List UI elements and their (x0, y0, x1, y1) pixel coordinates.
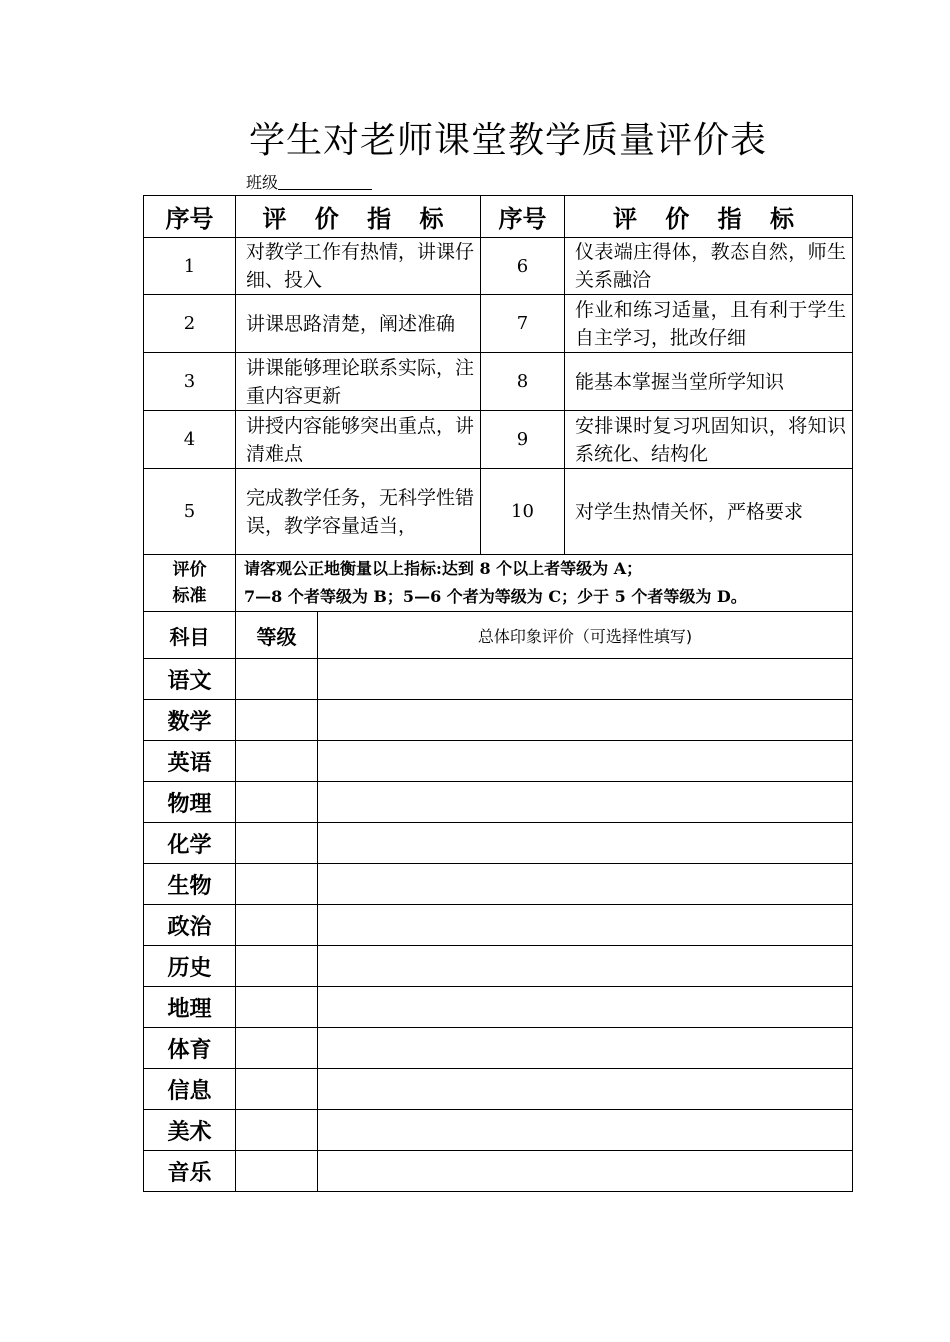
subject-row (144, 1069, 853, 1110)
seq-number: 7 (481, 295, 565, 353)
class-field (246, 170, 372, 193)
seq-number: 6 (481, 238, 565, 295)
seq-number: 4 (144, 411, 236, 469)
grade-cell[interactable] (236, 1028, 318, 1069)
subject-row (144, 1151, 853, 1192)
seq-number: 2 (144, 295, 236, 353)
grade-cell[interactable] (236, 659, 318, 700)
subject-name: 政治 (144, 905, 236, 946)
subject-row (144, 659, 853, 700)
subject-row (144, 741, 853, 782)
class-blank[interactable] (278, 173, 372, 190)
criteria-row (144, 555, 853, 612)
subject-row (144, 823, 853, 864)
seq-number: 1 (144, 238, 236, 295)
subject-name: 语文 (144, 659, 236, 700)
indicator-text: 讲课能够理论联系实际，注重内容更新 (236, 353, 481, 411)
indicator-text: 完成教学任务，无科学性错误，教学容量适当， (236, 469, 481, 555)
indicator-row (144, 469, 853, 555)
indicator-text: 讲课思路清楚，阐述准确 (236, 295, 481, 353)
indicator-text: 仪表端庄得体，教态自然，师生关系融洽 (565, 238, 853, 295)
seq-number: 5 (144, 469, 236, 555)
evaluation-header-row (144, 612, 853, 659)
overall-impression-cell[interactable] (318, 987, 853, 1028)
subject-name: 英语 (144, 741, 236, 782)
criteria-label-line: 评价 (172, 560, 207, 580)
criteria-text (236, 555, 853, 612)
grade-cell[interactable] (236, 700, 318, 741)
subject-header: 科目 (144, 612, 236, 659)
subject-row (144, 782, 853, 823)
seq-number: 9 (481, 411, 565, 469)
subject-name: 信息 (144, 1069, 236, 1110)
seq-number: 10 (481, 469, 565, 555)
criteria-line-2: 7—8 个者等级为 B；5—6 个者为等级为 C；少于 5 个者等级为 D。 (244, 587, 747, 606)
subject-row (144, 1028, 853, 1069)
overall-impression-cell[interactable] (318, 1069, 853, 1110)
criteria-label-line: 标准 (172, 586, 207, 606)
grade-cell[interactable] (236, 864, 318, 905)
criteria-line-1: 请客观公正地衡量以上指标:达到 8 个以上者等级为 A； (244, 559, 643, 578)
overall-impression-cell[interactable] (318, 946, 853, 987)
grade-cell[interactable] (236, 987, 318, 1028)
subject-row (144, 1110, 853, 1151)
indicator-row (144, 295, 853, 353)
seq-header-2: 序号 (481, 196, 565, 238)
seq-number: 3 (144, 353, 236, 411)
overall-impression-cell[interactable] (318, 823, 853, 864)
subject-name: 化学 (144, 823, 236, 864)
subject-name: 生物 (144, 864, 236, 905)
subject-name: 地理 (144, 987, 236, 1028)
indicator-text: 对教学工作有热情，讲课仔细、投入 (236, 238, 481, 295)
indicator-row (144, 353, 853, 411)
overall-impression-cell[interactable] (318, 1028, 853, 1069)
overall-impression-cell[interactable] (318, 1110, 853, 1151)
grade-cell[interactable] (236, 823, 318, 864)
subject-name: 音乐 (144, 1151, 236, 1192)
indicator-header: 评 价 指 标 (236, 196, 481, 238)
overall-impression-cell[interactable] (318, 1151, 853, 1192)
indicator-text: 讲授内容能够突出重点，讲清难点 (236, 411, 481, 469)
seq-number: 8 (481, 353, 565, 411)
indicator-text: 作业和练习适量，且有利于学生自主学习，批改仔细 (565, 295, 853, 353)
overall-impression-cell[interactable] (318, 659, 853, 700)
indicator-text: 能基本掌握当堂所学知识 (565, 353, 853, 411)
overall-impression-header: 总体印象评价（可选择性填写) (318, 612, 853, 659)
page-title: 学生对老师课堂教学质量评价表 (248, 120, 767, 161)
grade-cell[interactable] (236, 782, 318, 823)
class-label: 班级 (246, 173, 279, 192)
subject-name: 体育 (144, 1028, 236, 1069)
subject-row (144, 987, 853, 1028)
grade-cell[interactable] (236, 1110, 318, 1151)
indicator-header-row (144, 196, 853, 238)
grade-cell[interactable] (236, 1069, 318, 1110)
grade-cell[interactable] (236, 946, 318, 987)
criteria-label (144, 555, 236, 612)
indicator-text: 安排课时复习巩固知识，将知识系统化、结构化 (565, 411, 853, 469)
subject-row (144, 700, 853, 741)
subject-row (144, 905, 853, 946)
subject-name: 物理 (144, 782, 236, 823)
overall-impression-cell[interactable] (318, 741, 853, 782)
indicator-row (144, 411, 853, 469)
indicator-table (143, 195, 853, 612)
grade-header: 等级 (236, 612, 318, 659)
subject-name: 美术 (144, 1110, 236, 1151)
indicator-text: 对学生热情关怀，严格要求 (565, 469, 853, 555)
grade-cell[interactable] (236, 741, 318, 782)
subject-row (144, 864, 853, 905)
evaluation-table (143, 611, 853, 1192)
overall-impression-cell[interactable] (318, 864, 853, 905)
grade-cell[interactable] (236, 1151, 318, 1192)
seq-header: 序号 (144, 196, 236, 238)
grade-cell[interactable] (236, 905, 318, 946)
subject-name: 历史 (144, 946, 236, 987)
subject-row (144, 946, 853, 987)
subject-name: 数学 (144, 700, 236, 741)
indicator-header-2: 评 价 指 标 (565, 196, 853, 238)
indicator-row (144, 238, 853, 295)
overall-impression-cell[interactable] (318, 905, 853, 946)
overall-impression-cell[interactable] (318, 700, 853, 741)
subject-rows (144, 659, 853, 1192)
overall-impression-cell[interactable] (318, 782, 853, 823)
